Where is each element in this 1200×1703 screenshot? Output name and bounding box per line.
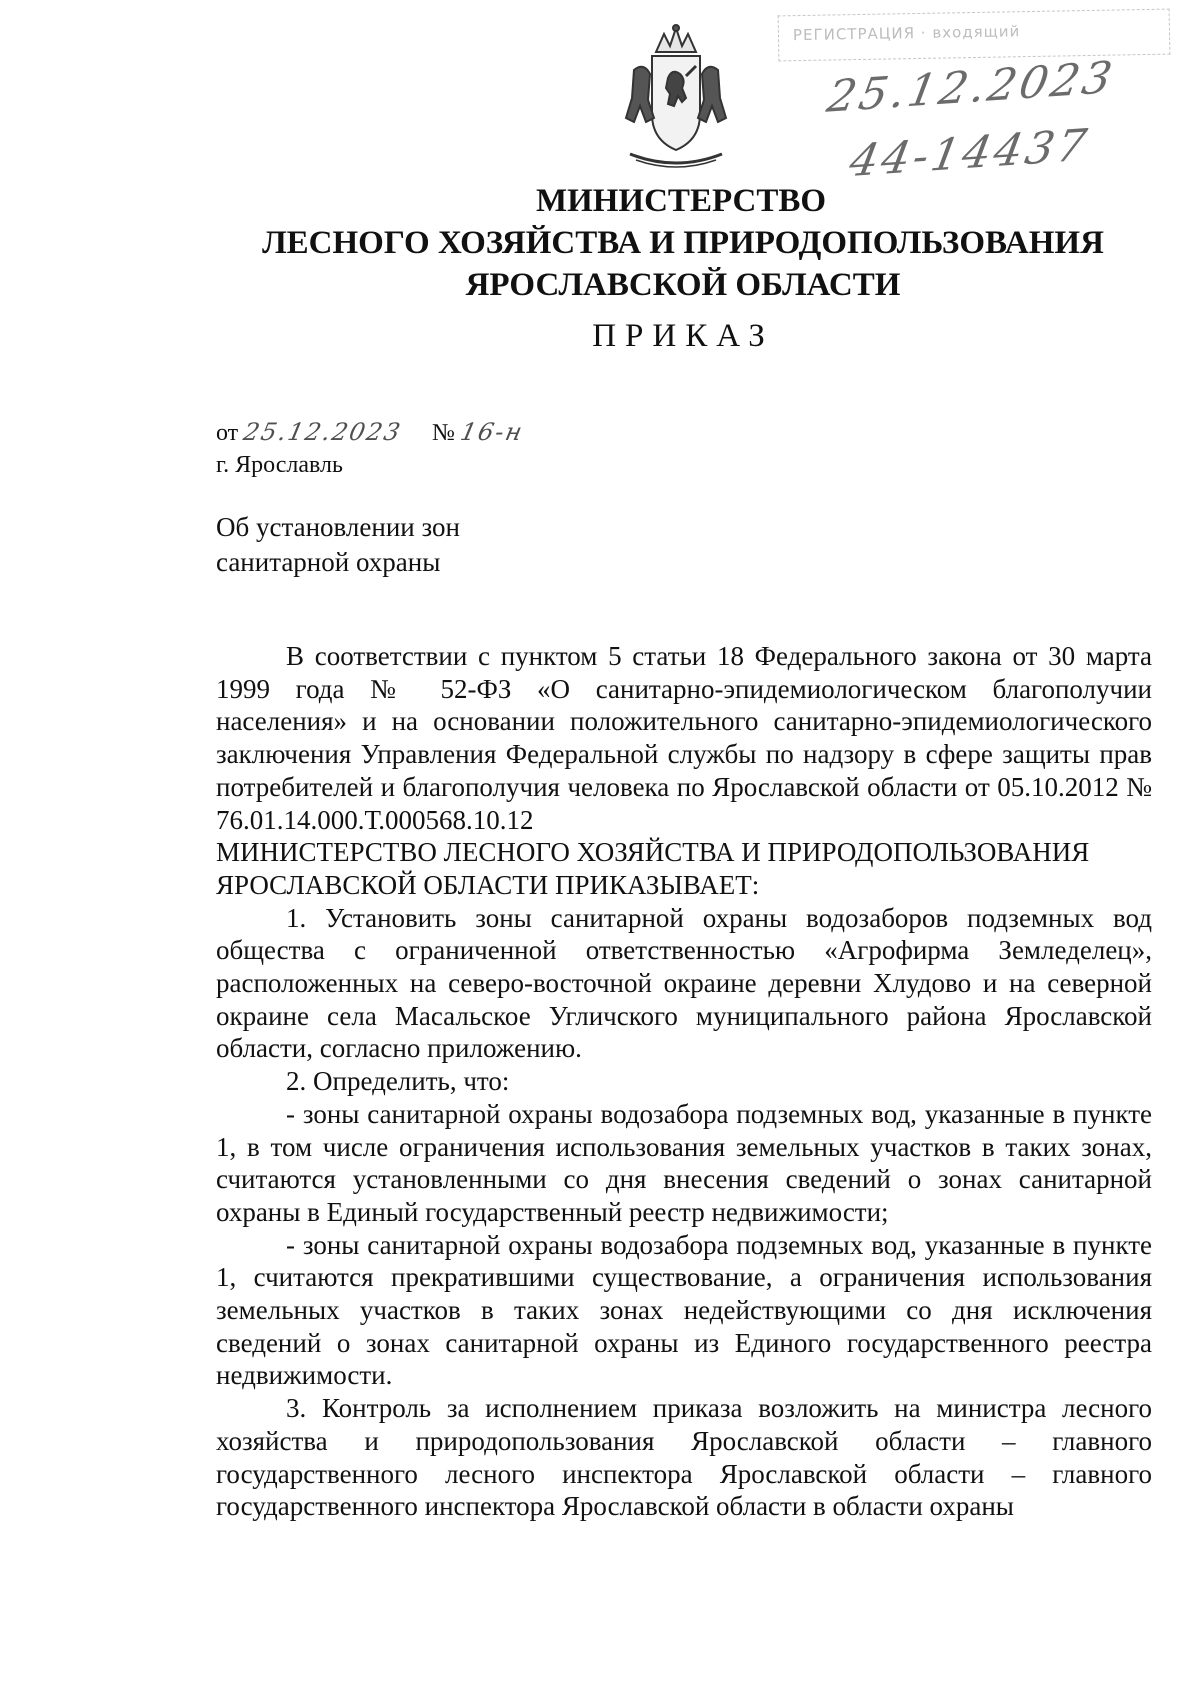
order-date: 25.12.2023 <box>241 418 405 446</box>
order-item-1: 1. Установить зоны санитарной охраны водозаборов подземных вод общества с ограниченной ответственностью «Агрофирма Земледелец», расположенных на северо-восточной окраине деревни Хлудово и на северной окраине села Масальское Угличского муниципального района Ярославской области, согласно приложению. <box>216 902 1152 1064</box>
order-date-row <box>216 418 405 447</box>
order-item-2: 2. Определить, что: <box>286 1066 510 1097</box>
subject-line-1: Об установлении зон <box>216 512 460 542</box>
registration-stamp: РЕГИСТРАЦИЯ · входящий <box>778 9 1171 62</box>
number-prefix: № <box>432 420 455 446</box>
header-line-1: МИНИСТЕРСТВО <box>535 183 827 219</box>
order-item-2b: - зоны санитарной охраны водозабора подземных вод, указанные в пункте 1, считаются прекратившими существование, а ограничения использования земельных участков в таких зонах недействующими со дня исключения сведений о зонах санитарной охраны из Единого государственного реестра недвижимости. <box>216 1229 1152 1391</box>
handwritten-registration-date: 25.12.2023 <box>823 52 1119 123</box>
yaroslavl-coat-of-arms-icon <box>612 22 740 174</box>
order-number-row <box>432 418 527 447</box>
order-subject <box>216 510 460 580</box>
from-prefix: от <box>216 420 239 446</box>
orders-statement-line-1: МИНИСТЕРСТВО ЛЕСНОГО ХОЗЯЙСТВА И ПРИРОДОПОЛЬЗОВАНИЯ <box>216 837 1090 868</box>
handwritten-registration-number: 44-14437 <box>845 119 1094 188</box>
orders-statement-line-2: ЯРОСЛАВСКОЙ ОБЛАСТИ ПРИКАЗЫВАЕТ: <box>216 869 760 900</box>
issue-city: г. Ярославль <box>216 452 343 478</box>
document-type-title: ПРИКАЗ <box>592 318 774 354</box>
order-number: 16-н <box>457 418 527 446</box>
order-item-3: 3. Контроль за исполнением приказа возложить на министра лесного хозяйства и природопользования Ярославской области – главного государственного лесного инспектора Ярославской области – главного государственного инспектора Ярославской области в области охраны <box>216 1393 1152 1522</box>
order-item-2a: - зоны санитарной охраны водозабора подземных вод, указанные в пункте 1, в том числе ограничения использования земельных участков в таких зонах, считаются установленными со дня внесения сведений о зонах санитарной охраны в Единый государственный реестр недвижимости; <box>216 1098 1152 1227</box>
ministry-header <box>0 180 1200 306</box>
preamble-paragraph: В соответствии с пунктом 5 статьи 18 Федерального закона от 30 марта 1999 года № 52-ФЗ «О санитарно-эпидемиологическом благополучии населения» и на основании положительного санитарно-эпидемиологического заключения Управления Федеральной службы по надзору в сфере защиты прав потребителей и благополучия человека по Ярославской области от 05.10.2012 № 76.01.14.000.Т.000568.10.12 <box>216 641 1152 835</box>
order-body <box>216 640 1152 1523</box>
subject-line-2: санитарной охраны <box>216 547 441 577</box>
header-line-2: ЛЕСНОГО ХОЗЯЙСТВА И ПРИРОДОПОЛЬЗОВАНИЯ <box>262 225 1104 261</box>
header-line-3: ЯРОСЛАВСКОЙ ОБЛАСТИ <box>465 267 901 303</box>
